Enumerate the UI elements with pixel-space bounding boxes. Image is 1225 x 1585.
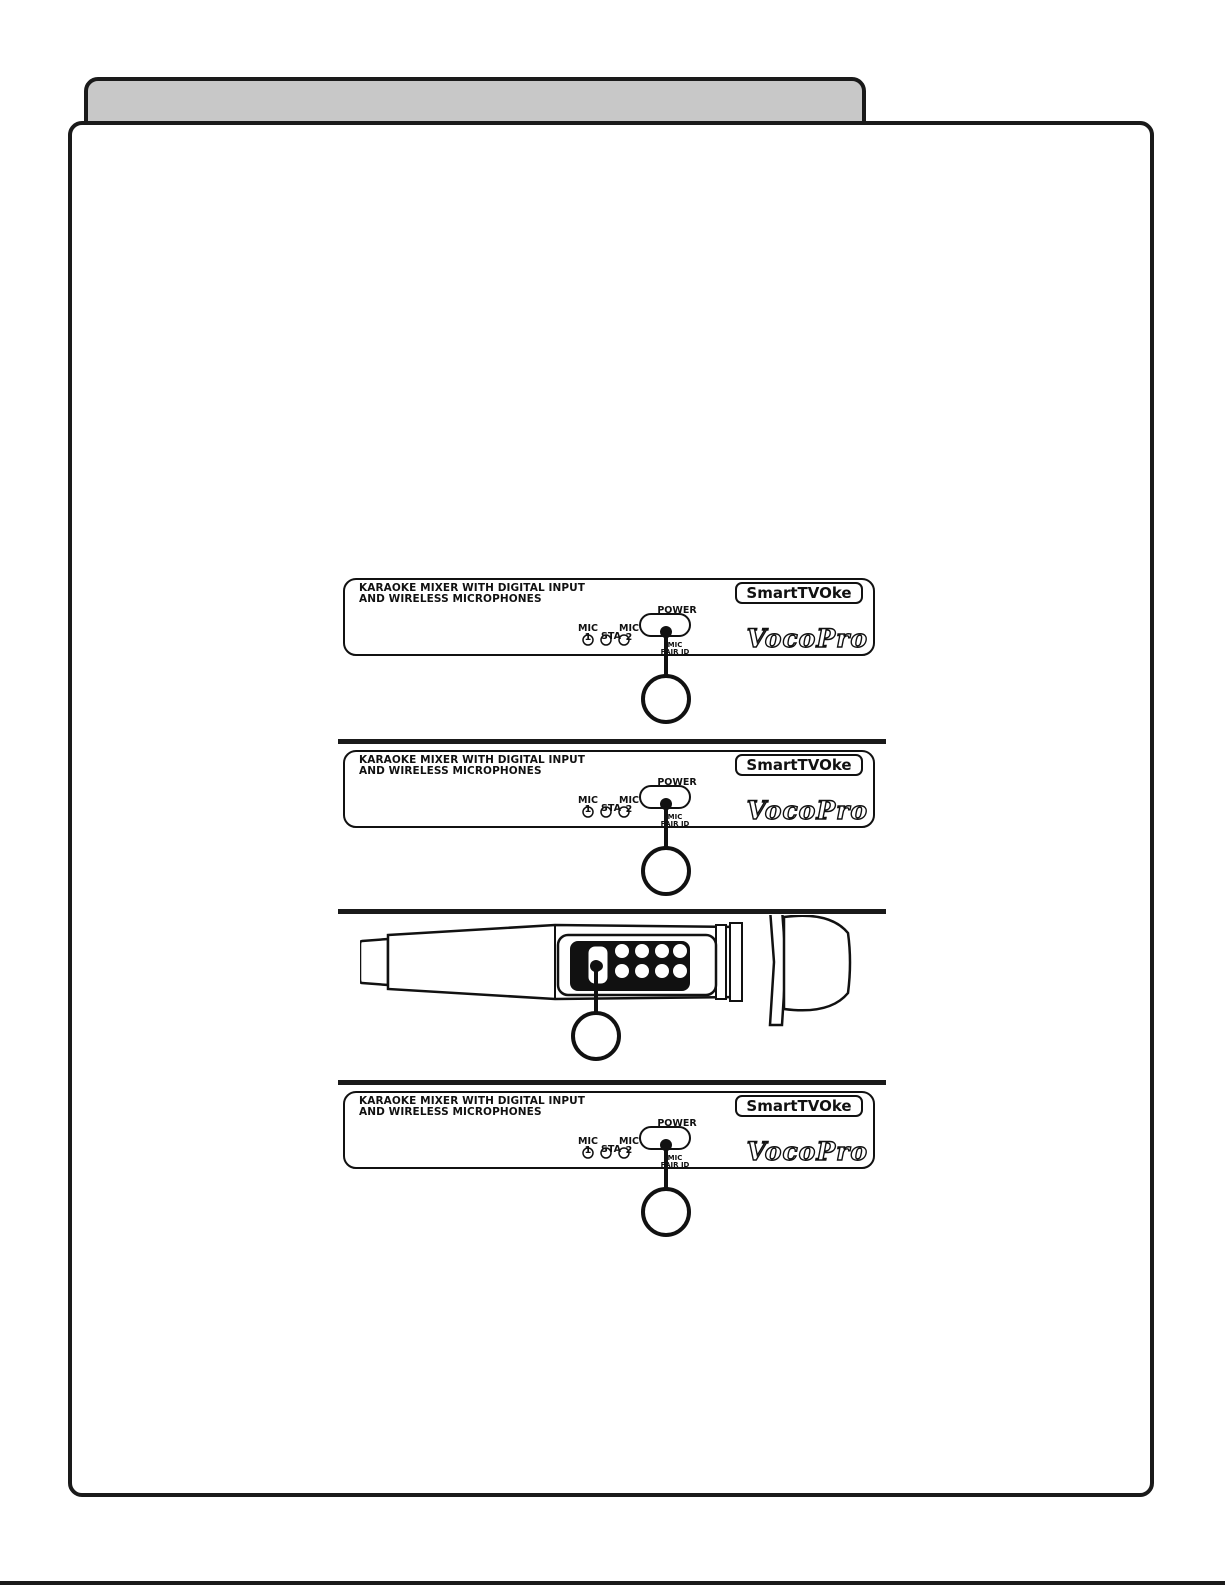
mic2-label: MIC 2 xyxy=(619,623,639,643)
mic1-label: MIC 1 xyxy=(578,795,598,815)
mic1-label: MIC 1 xyxy=(578,623,598,643)
mic2-label: MIC 2 xyxy=(619,795,639,815)
step-callout-circle-icon xyxy=(636,1133,696,1239)
sta-label: STA xyxy=(601,631,621,642)
mic2-label: MIC 2 xyxy=(619,1136,639,1156)
vocopro-logo: VocoPro xyxy=(746,1137,868,1166)
vocopro-logo: VocoPro xyxy=(746,624,868,653)
product-description: KARAOKE MIXER WITH DIGITAL INPUT AND WIRELESS MICROPHONES xyxy=(359,582,586,605)
pair-id-label: MIC PAIR ID xyxy=(660,1154,690,1169)
mixer-front-panel-step-4 xyxy=(343,1091,880,1169)
step-divider xyxy=(338,739,886,744)
sta-label: STA xyxy=(601,1144,621,1155)
power-label: POWER xyxy=(657,777,697,788)
vocopro-logo: VocoPro xyxy=(746,796,868,825)
page-bottom-rule xyxy=(0,1581,1225,1585)
power-label: POWER xyxy=(657,1118,697,1129)
mixer-front-panel-step-1 xyxy=(343,578,880,656)
mic1-label: MIC 1 xyxy=(578,1136,598,1156)
step-divider xyxy=(338,909,886,914)
brand-badge: SmartTVOke xyxy=(735,754,863,776)
product-description: KARAOKE MIXER WITH DIGITAL INPUT AND WIRELESS MICROPHONES xyxy=(359,754,586,777)
step-callout-circle-icon xyxy=(636,620,696,726)
sta-label: STA xyxy=(601,803,621,814)
product-description: KARAOKE MIXER WITH DIGITAL INPUT AND WIRELESS MICROPHONES xyxy=(359,1095,586,1118)
mixer-front-panel-step-2 xyxy=(343,750,880,828)
step-callout-circle-icon xyxy=(566,960,626,1066)
power-label: POWER xyxy=(657,605,697,616)
pair-id-label: MIC PAIR ID xyxy=(660,641,690,656)
step-divider xyxy=(338,1080,886,1085)
brand-badge: SmartTVOke xyxy=(735,1095,863,1117)
pair-id-label: MIC PAIR ID xyxy=(660,813,690,828)
step-callout-circle-icon xyxy=(636,792,696,898)
brand-badge: SmartTVOke xyxy=(735,582,863,604)
